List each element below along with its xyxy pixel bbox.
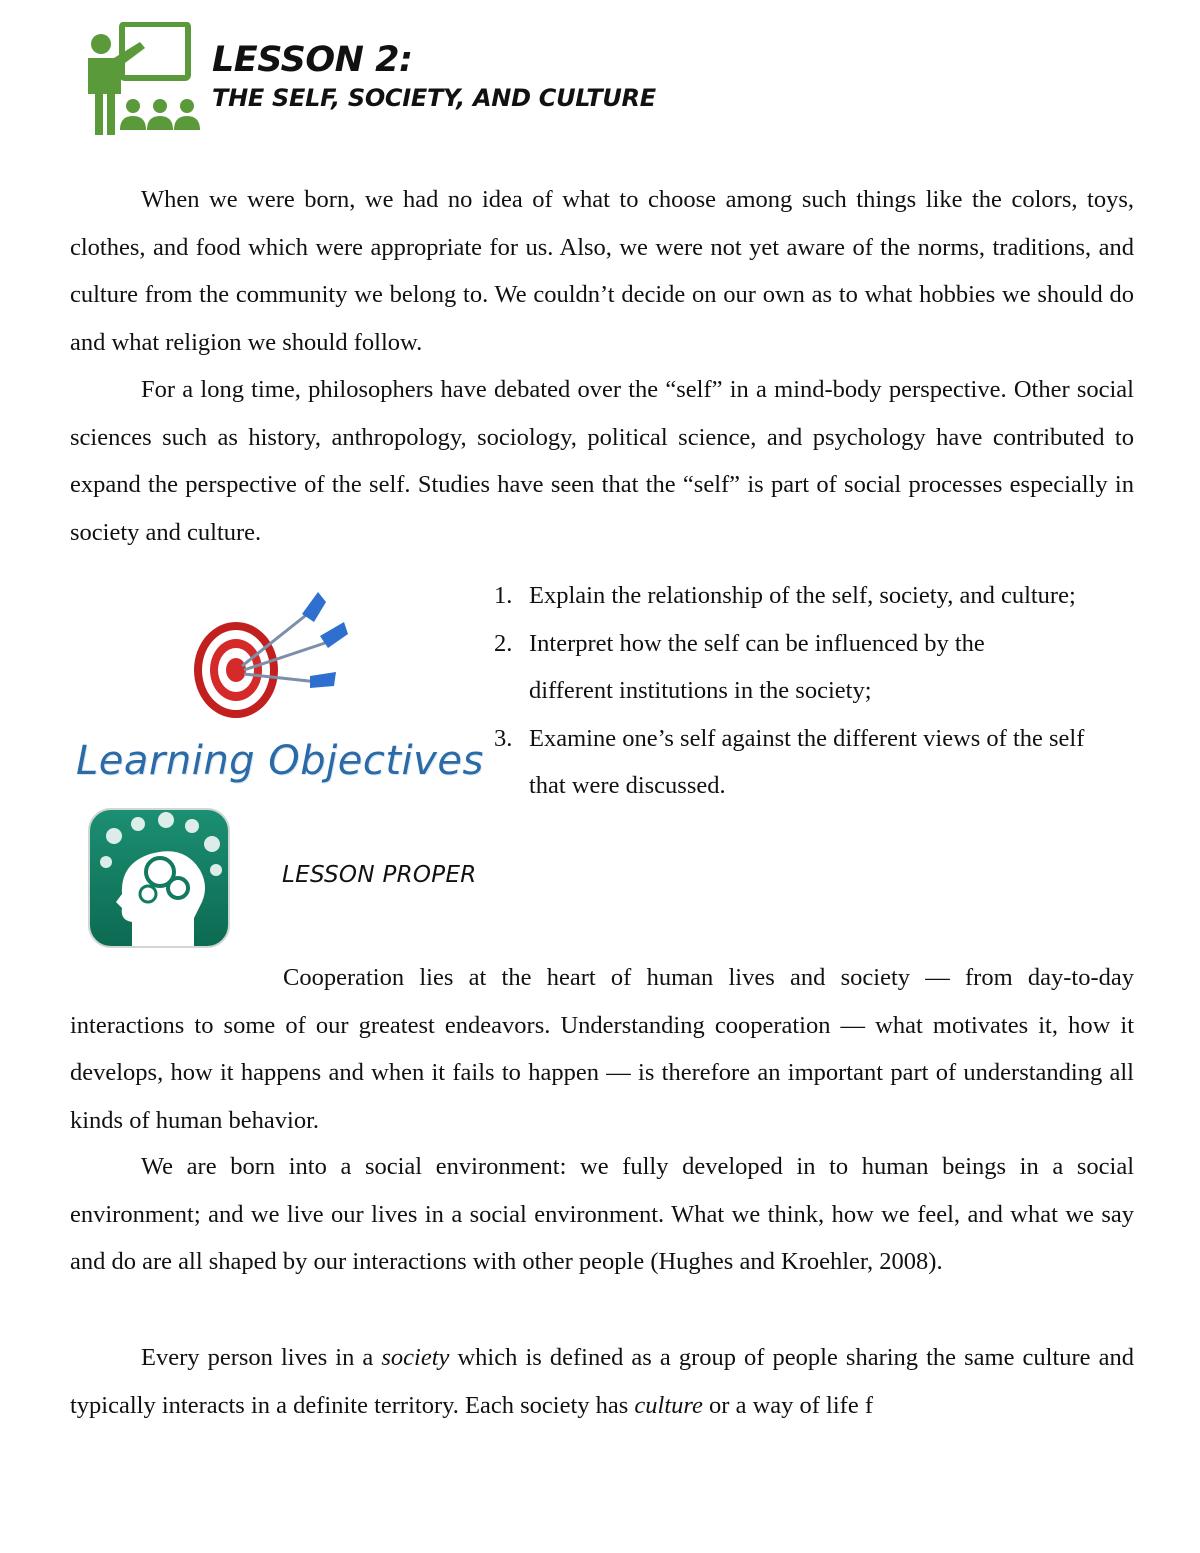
lesson-paragraph-1: Cooperation lies at the heart of human lives and society — from day-to-day interactions to some of our greatest endeavors. Understanding cooperation — what motivates it, how it develops, how it happens and when it fails to happen — is therefore an important part of understanding all kinds of human behavior. bbox=[70, 964, 1134, 1134]
lesson-paragraph-2: We are born into a social environment: we fully developed in to human beings in a social environment; and we live our lives in a social environment. What we think, how we feel, and what we say and do are all shaped by our interactions with other people (Hughes and Kroehler, 2008). bbox=[70, 1153, 1134, 1275]
objective-item: 3. Examine one’s self against the different views of the self that were discussed. bbox=[494, 724, 1085, 799]
lesson-paragraph-3: Every person lives in a society which is defined as a group of people sharing the same culture and typically interacts in a definite territory. Each society has culture or a way of life f bbox=[70, 1344, 1134, 1419]
objective-item: 2. Interpret how the self can be influenced by the different institutions in the society; bbox=[494, 629, 985, 704]
intro-paragraph-2: For a long time, philosophers have debated over the “self” in a mind-body perspective. Other social sciences such as history, anthropology, sociology, political science, and psychology have contributed to expand the perspective of the self. Studies have seen that the “self” is part of social processes especially in society and culture. bbox=[70, 376, 1134, 546]
objective-item: 1. Explain the relationship of the self, society, and culture; bbox=[494, 582, 1076, 609]
teacher-presentation-icon bbox=[78, 22, 206, 137]
objectives-list bbox=[494, 572, 1134, 810]
lesson-proper-heading: LESSON PROPER bbox=[282, 862, 477, 888]
target-darts-icon bbox=[190, 590, 355, 725]
learning-objectives-heading: Learning Objectives bbox=[76, 738, 484, 784]
term-culture: culture bbox=[634, 1391, 703, 1419]
brain-head-icon bbox=[86, 806, 232, 950]
intro-paragraph-1: When we were born, we had no idea of what to choose among such things like the colors, toys, clothes, and food which were appropriate for us. Also, we were not yet aware of the norms, traditions, and culture from the community we belong to. We couldn’t decide on our own as to what hobbies we should do and what religion we should follow. bbox=[70, 186, 1134, 356]
term-society: society bbox=[381, 1344, 450, 1371]
lesson-title: LESSON 2: bbox=[212, 40, 413, 80]
lesson-subtitle: THE SELF, SOCIETY, AND CULTURE bbox=[212, 84, 656, 112]
